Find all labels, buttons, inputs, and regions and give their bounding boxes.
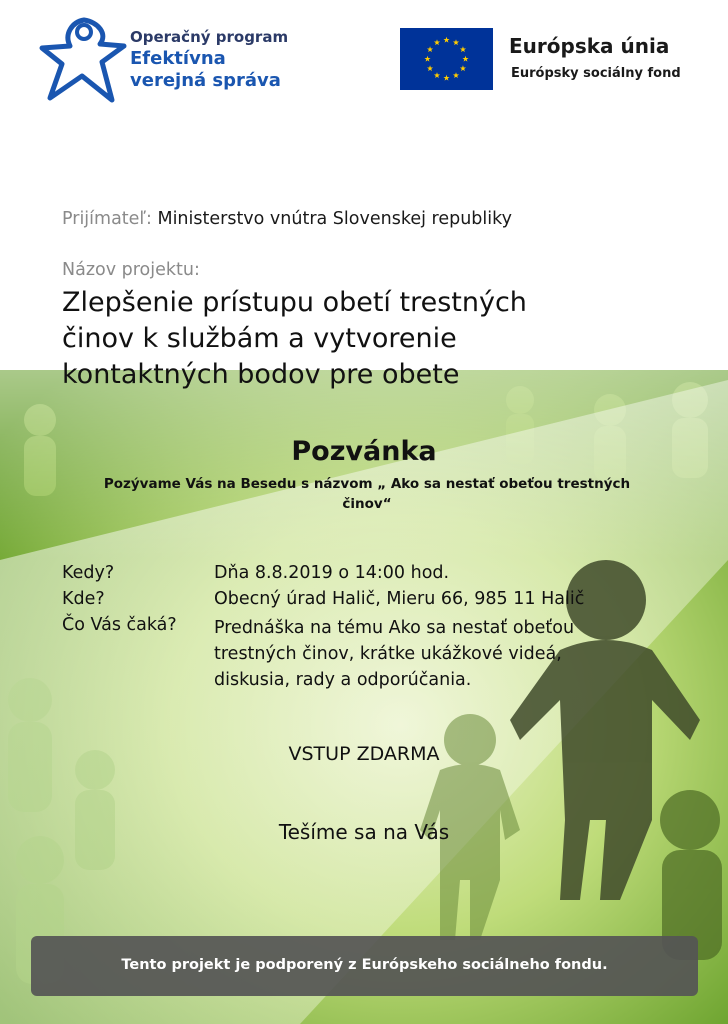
invitation-subheading-line: činov“ bbox=[342, 496, 392, 512]
program-logo bbox=[38, 14, 318, 110]
project-title-line: činov k službám a vytvorenie bbox=[62, 323, 457, 354]
footer-text: Tento projekt je podporený z Európskeho sociálneho fondu. bbox=[121, 957, 608, 973]
project-title-line: Zlepšenie prístupu obetí trestných bbox=[62, 287, 527, 318]
eu-flag-icon bbox=[400, 28, 493, 90]
what-value-line: diskusia, rady a odporúčania. bbox=[214, 670, 472, 690]
project-title bbox=[62, 285, 662, 393]
what-label: Čo Vás čaká? bbox=[62, 615, 177, 635]
eu-logo bbox=[400, 28, 700, 92]
footer-bar bbox=[31, 936, 698, 996]
project-title-line: kontaktných bodov pre obete bbox=[62, 359, 460, 390]
program-logo-line1: Operačný program bbox=[130, 28, 289, 46]
free-entry: VSTUP ZDARMA bbox=[288, 743, 440, 765]
invitation-heading: Pozvánka bbox=[291, 436, 437, 467]
what-value bbox=[214, 615, 644, 693]
where-label: Kde? bbox=[62, 589, 105, 609]
star-figure-icon bbox=[38, 14, 128, 110]
where-value: Obecný úrad Halič, Mieru 66, 985 11 Halič bbox=[214, 589, 585, 609]
recipient-line bbox=[62, 209, 512, 229]
project-label: Názov projektu: bbox=[62, 260, 200, 280]
program-logo-line3: verejná správa bbox=[130, 70, 281, 91]
invitation-subheading-line: Pozývame Vás na Besedu s názvom „ Ako sa nestať obeťou trestných bbox=[103, 476, 631, 492]
when-value: Dňa 8.8.2019 o 14:00 hod. bbox=[214, 563, 450, 583]
what-value-line: Prednáška na tému Ako sa nestať obeťou bbox=[214, 618, 575, 638]
what-value-line: trestných činov, krátke ukážkové videá, bbox=[214, 644, 562, 664]
eu-logo-subtitle: Európsky sociálny fond bbox=[511, 66, 681, 81]
invitation-subheading bbox=[62, 474, 672, 514]
recipient-value: Ministerstvo vnútra Slovenskej republiky bbox=[157, 209, 512, 229]
recipient-label: Prijímateľ: bbox=[62, 209, 152, 229]
when-label: Kedy? bbox=[62, 563, 115, 583]
closing-line: Tešíme sa na Vás bbox=[278, 820, 450, 844]
program-logo-line2: Efektívna bbox=[130, 48, 226, 69]
eu-logo-title: Európska únia bbox=[509, 34, 670, 58]
